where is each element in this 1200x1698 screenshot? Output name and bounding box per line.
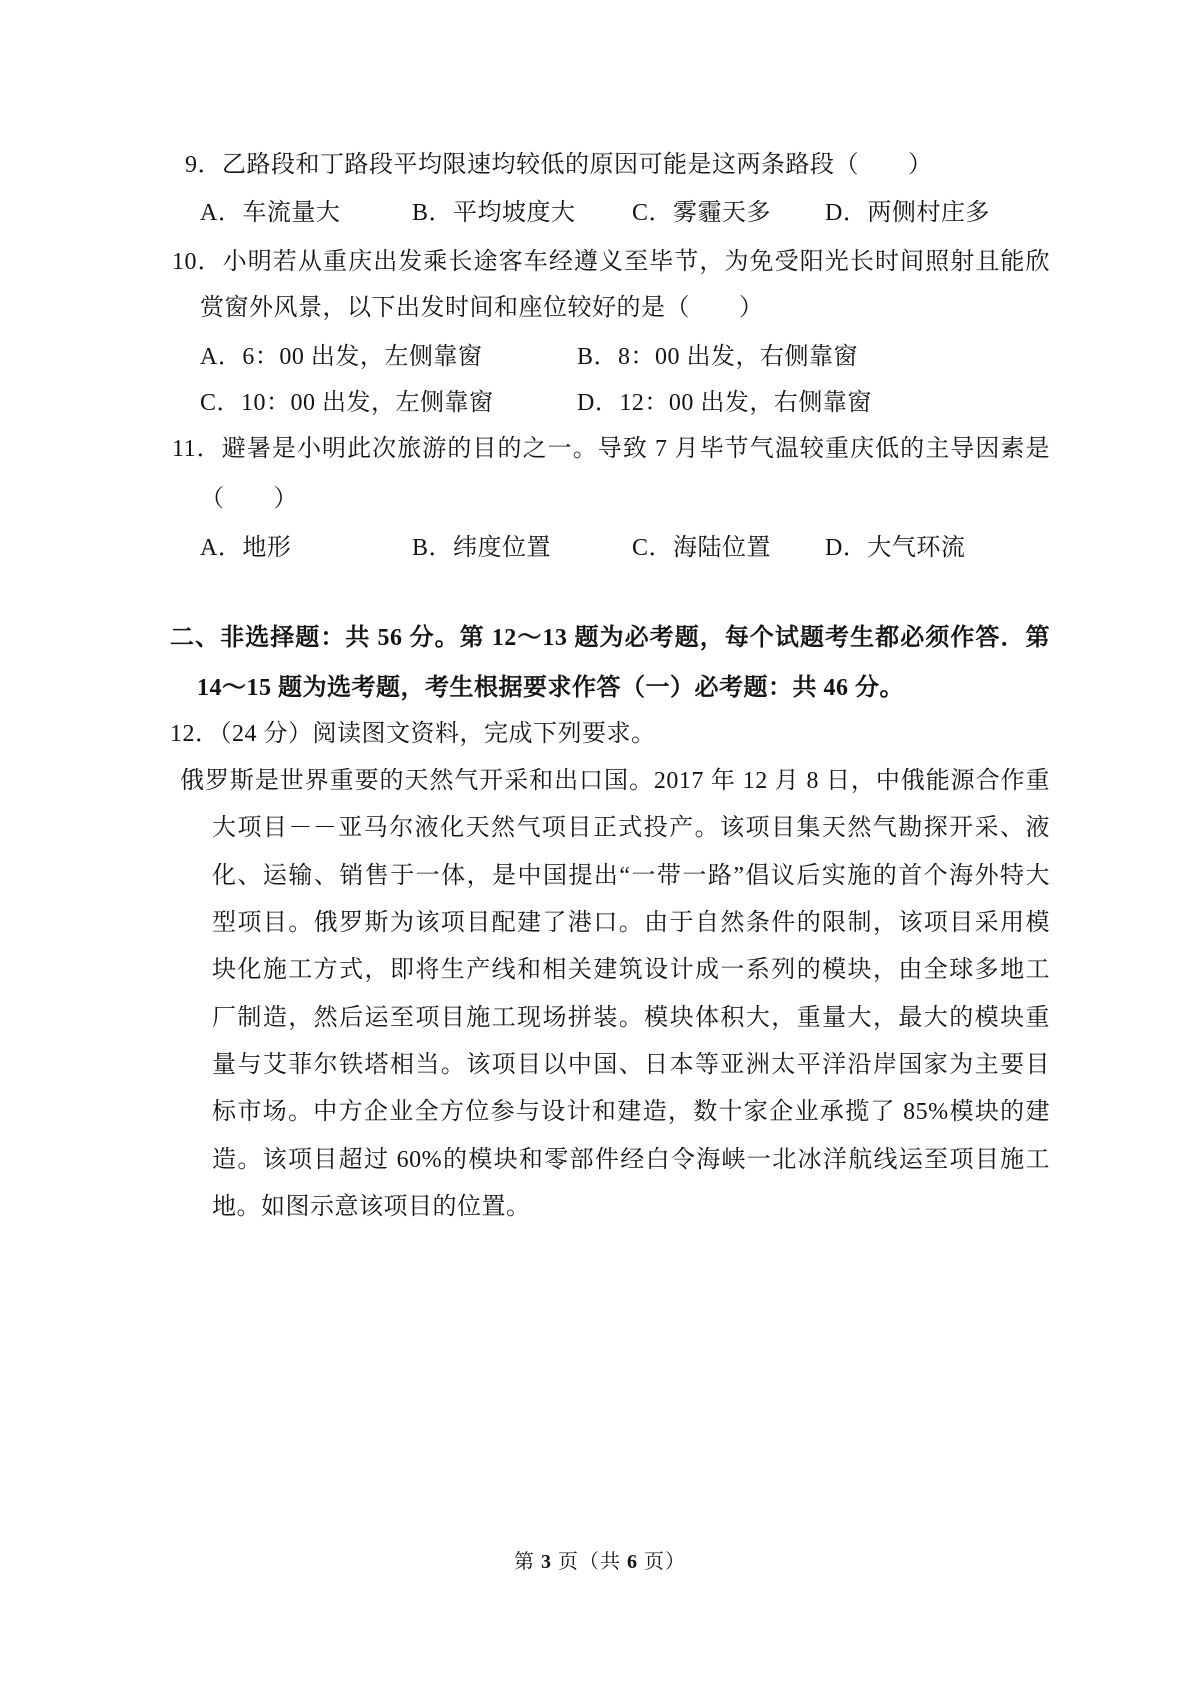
question-12-paragraph-line: 型项目。俄罗斯为该项目配建了港口。由于自然条件的限制，该项目采用模: [212, 910, 1050, 936]
footer-page-number: 3: [541, 1551, 552, 1573]
question-11-option-c: C．海陆位置: [632, 535, 772, 561]
question-9-option-d: D．两侧村庄多: [825, 200, 990, 226]
question-9-option-b: B．平均坡度大: [412, 200, 576, 226]
question-10-option-a: A．6：00 出发，左侧靠窗: [200, 344, 483, 370]
question-10-stem-line2: 赏窗外风景，以下出发时间和座位较好的是（ ）: [200, 295, 764, 321]
question-12-paragraph-line: 量与艾菲尔铁塔相当。该项目以中国、日本等亚洲太平洋沿岸国家为主要目: [212, 1052, 1050, 1078]
question-12-paragraph-line: 大项目－－亚马尔液化天然气项目正式投产。该项目集天然气勘探开采、液: [212, 815, 1050, 841]
question-9-option-c: C．雾霾天多: [632, 200, 772, 226]
question-12-paragraph-line: 地。如图示意该项目的位置。: [212, 1194, 531, 1220]
section-2-header-line2: 14～15 题为选考题，考生根据要求作答（一）必考题：共 46 分。: [197, 675, 904, 701]
question-11-stem-line2: （ ）: [200, 486, 298, 512]
question-11-option-d: D．大气环流: [825, 535, 966, 561]
question-12-paragraph-line: 化、运输、销售于一体，是中国提出“一带一路”倡议后实施的首个海外特大: [212, 863, 1050, 889]
footer-total-pages: 6: [627, 1551, 638, 1573]
footer-prefix: 第: [514, 1551, 541, 1573]
question-9-option-a: A．车流量大: [200, 200, 341, 226]
question-11-stem-line1: 11．避暑是小明此次旅游的目的之一。导致 7 月毕节气温较重庆低的主导因素是: [172, 436, 1050, 462]
question-12-paragraph-line: 块化施工方式，即将生产线和相关建筑设计成一系列的模块，由全球多地工: [212, 957, 1050, 983]
page-footer: [0, 1549, 1200, 1575]
question-11-option-b: B．纬度位置: [412, 535, 552, 561]
footer-suffix: 页）: [638, 1551, 686, 1573]
question-10-stem-line1: 10．小明若从重庆出发乘长途客车经遵义至毕节，为免受阳光长时间照射且能欣: [172, 249, 1050, 275]
question-9-stem: 9．乙路段和丁路段平均限速均较低的原因可能是这两条路段（ ）: [185, 152, 933, 178]
footer-middle: 页（共: [552, 1551, 627, 1573]
question-12-paragraph-line: 厂制造，然后运至项目施工现场拼装。模块体积大，重量大，最大的模块重: [212, 1005, 1050, 1031]
question-12-paragraph-line: 俄罗斯是世界重要的天然气开采和出口国。2017 年 12 月 8 日，中俄能源合作重: [180, 768, 1050, 794]
section-2-header-line1: 二、非选择题：共 56 分。第 12～13 题为必考题，每个试题考生都必须作答．第: [170, 625, 1050, 651]
question-12-heading: 12．（24 分）阅读图文资料，完成下列要求。: [170, 721, 656, 747]
question-10-option-b: B．8：00 出发，右侧靠窗: [577, 344, 859, 370]
question-12-paragraph-line: 造。该项目超过 60%的模块和零部件经白令海峡一北冰洋航线运至项目施工: [212, 1147, 1050, 1173]
question-12-paragraph-line: 标市场。中方企业全方位参与设计和建造，数十家企业承揽了 85%模块的建: [212, 1099, 1050, 1125]
question-10-option-d: D．12：00 出发，右侧靠窗: [577, 390, 872, 416]
question-11-option-a: A．地形: [200, 535, 292, 561]
question-10-option-c: C．10：00 出发，左侧靠窗: [200, 390, 494, 416]
